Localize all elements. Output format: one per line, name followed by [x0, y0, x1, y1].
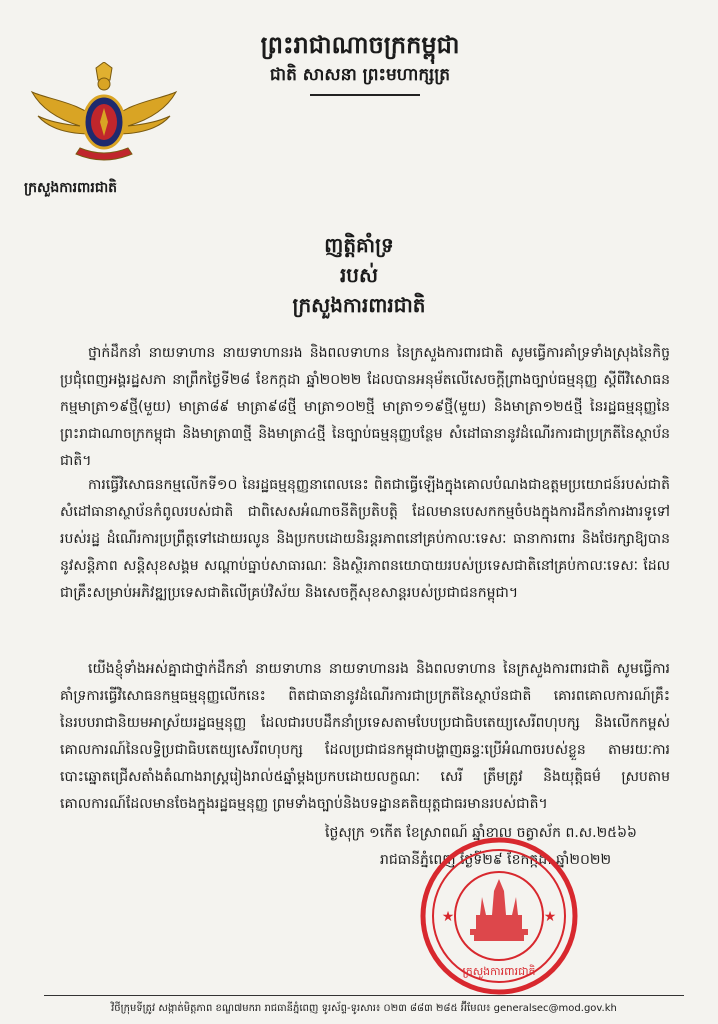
- document-title: ញត្តិគាំទ្រ: [324, 233, 394, 257]
- footer-contact: វិថីក្រុមទីត្រូវ សង្កាត់មិត្តភាព ខណ្ឌ៧មករា រាជធានីភ្នំពេញ ទូរស័ព្ទ-ទូរសារ៖ ០២៣ ៨៨៣ ២៨៥ អ៊ីមែល៖ generalsec@mod.gov.kh: [111, 1003, 617, 1014]
- body-paragraph-1: ថ្នាក់ដឹកនាំ នាយទាហាន នាយទាហានរង និងពលទាហាន នៃក្រសួងការពារជាតិ សូមធ្វើការគាំទ្រទាំងស្រុងនៃកិច្ចប្រជុំពេញអង្គរដ្ឋសភា នាព្រឹកថ្ងៃទី២៨ ខែកក្កដា ឆ្នាំ២០២២ ដែលបានអនុម័តលើសេចក្តីព្រាងច្បាប់ធម្មនុញ្ញ ស្តីពីវិសោធនកម្មមាត្រា១៩ថ្មី(មួយ) មាត្រា៨៩ មាត្រា៩៨ថ្មី មាត្រា១០២ថ្មី មាត្រា១១៩ថ្មី(មួយ) និងមាត្រា១២៥ថ្មី នៃរដ្ឋធម្មនុញ្ញនៃព្រះរាជាណាចក្រកម្ពុជា និងមាត្រា៣ថ្មី និងមាត្រា៤ថ្មី នៃច្បាប់ធម្មនុញ្ញបន្ថែម សំដៅធានានូវដំណើរការជាប្រក្រតីនៃស្ថាប័នជាតិ។: [60, 345, 670, 469]
- ministry-label: ក្រសួងការពារជាតិ: [24, 180, 118, 196]
- svg-text:★: ★: [543, 909, 557, 925]
- kingdom-heading: ព្រះរាជាណាចក្រកម្ពុជា: [260, 31, 460, 59]
- body-paragraph-3: យើងខ្ញុំទាំងអស់គ្នាជាថ្នាក់ដឹកនាំ នាយទាហាន នាយទាហានរង និងពលទាហាន នៃក្រសួងការពារជាតិ សូមធ្វើការគាំទ្រការធ្វើវិសោធនកម្មធម្មនុញ្ញលើកនេះ ពិតជាធានានូវដំណើរការជាប្រក្រតីនៃស្ថាប័នជាតិ គោរពគោលការណ៍គ្រឹះ នៃរបបរាជានិយមអាស្រ័យរដ្ឋធម្មនុញ្ញ ដែលជារបបដឹកនាំប្រទេសតាមបែបប្រជាធិបតេយ្យសេរីពហុបក្ស និងលើកកម្ពស់គោលការណ៍នៃលទ្ធិប្រជាធិបតេយ្យសេរីពហុបក្ស ដែលប្រជាជនកម្ពុជាបង្ហាញឆន្ទៈប្រើអំណាចរបស់ខ្លួន តាមរយៈការបោះឆ្នោតជ្រើសតាំងតំណាងរាស្ត្ររៀងរាល់៥ឆ្នាំម្តងប្រកបដោយលក្ខណៈ សេរី ត្រឹមត្រូវ និងយុត្តិធម៌ ស្របតាមគោលការណ៍ដែលមានចែងក្នុងរដ្ឋធម្មនុញ្ញ ព្រមទាំងច្បាប់និងបទដ្ឋានគតិយុត្តជាធរមានរបស់ជាតិ។: [60, 661, 670, 812]
- lunar-date: ថ្ងៃសុក្រ ១កើត ខែស្រាពណ៍ ឆ្នាំខាល ចត្វាស័ក ព.ស.២៥៦៦: [325, 825, 637, 841]
- document-title-ministry: ក្រសួងការពារជាតិ: [292, 293, 426, 317]
- official-seal-stamp: [418, 835, 580, 997]
- solar-date: រាជធានីភ្នំពេញ ថ្ងៃទី២៩ ខែកក្កដា ឆ្នាំ២០២២: [380, 852, 612, 868]
- body-paragraph-2: ការធ្វើវិសោធនកម្មលើកទី១០ នៃរដ្ឋធម្មនុញ្ញនាពេលនេះ ពិតជាធ្វើឡើងក្នុងគោលបំណងជាឧត្តមប្រយោជន៍របស់ជាតិ សំដៅធានាស្ថាប័នកំពូលរបស់ជាតិ ជាពិសេសអំណាចនីតិប្រតិបត្តិ ដែលមានបេសកកម្មចំបងក្នុងការដឹកនាំការងារទូទៅរបស់រដ្ឋ ដំណើរការប្រព្រឹត្តទៅដោយរលូន និងប្រកបដោយនិរន្តរភាពនៅគ្រប់កាលៈទេសៈ ធានាការពារ និងថែរក្សាឱ្យបាននូវសន្តិភាព សន្តិសុខសង្គម សណ្តាប់ធ្នាប់សាធារណៈ និងស្ថិរភាពនយោបាយរបស់ប្រទេសជាតិនៅគ្រប់កាលៈទេសៈ ដែលជាគ្រឹះសម្រាប់អភិវឌ្ឍប្រទេសជាតិលើគ្រប់វិស័យ និងសេចក្តីសុខសាន្តរបស់ប្រជាជនកម្ពុជា។: [60, 477, 670, 601]
- footer-divider: [44, 995, 684, 996]
- motto-divider: [310, 94, 420, 96]
- svg-text:★: ★: [441, 909, 455, 925]
- document-title-of: របស់: [339, 263, 379, 287]
- national-motto: ជាតិ សាសនា ព្រះមហាក្សត្រ: [269, 65, 451, 85]
- ministry-emblem-logo: [30, 62, 178, 172]
- seal-inscription: ក្រសួងការពារជាតិ: [462, 965, 536, 978]
